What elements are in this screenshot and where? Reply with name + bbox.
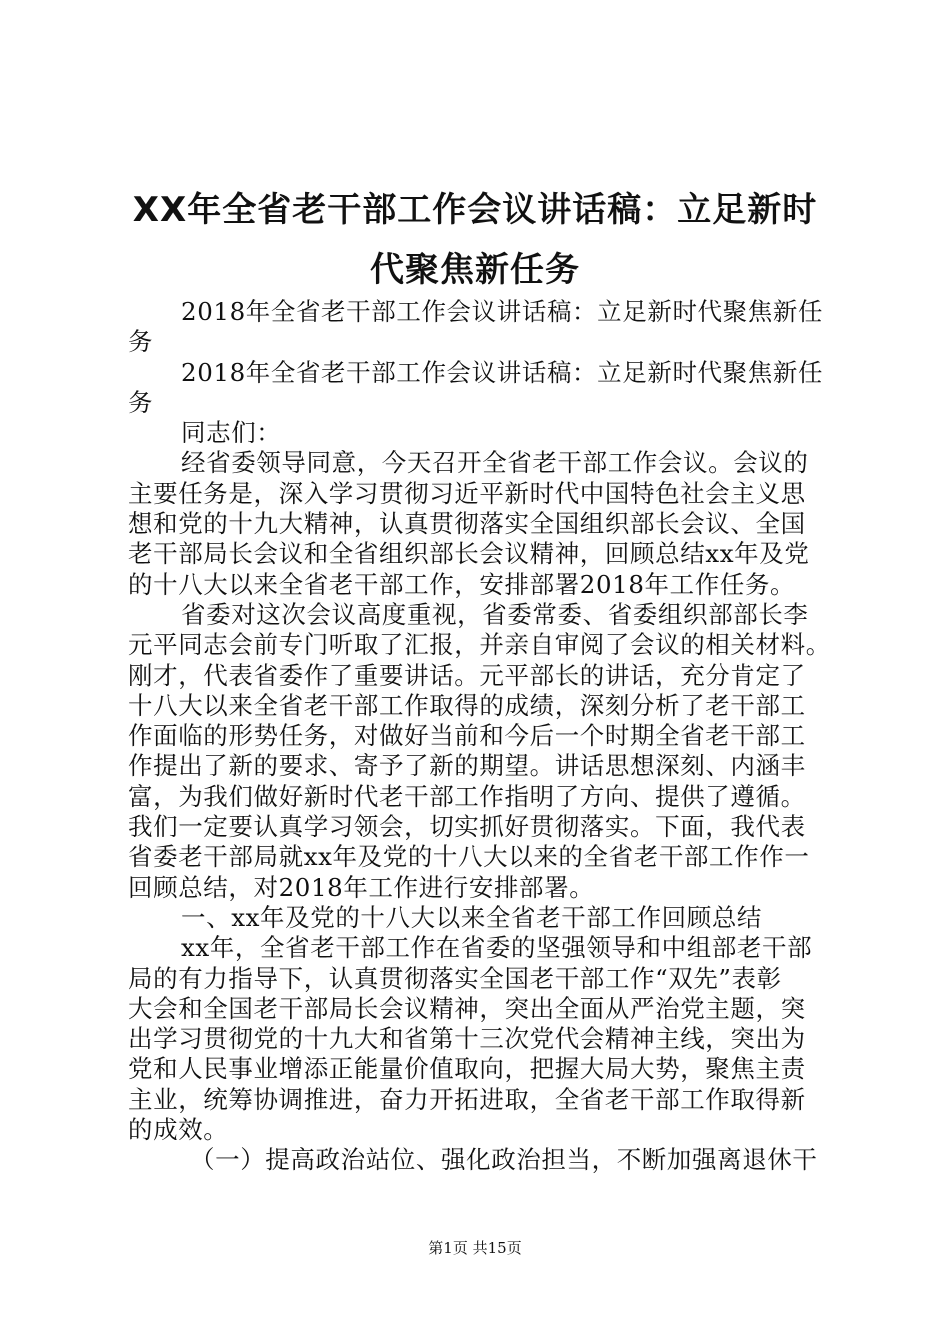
body-line: 的成效。 — [128, 1115, 229, 1145]
body-line: 回顾总结，对2018年工作进行安排部署。 — [128, 872, 595, 902]
body-line: 富，为我们做好新时代老干部工作指明了方向、提供了遵循。 — [128, 781, 806, 811]
body-line: 省委对这次会议高度重视，省委常委、省委组织部部长李 — [181, 599, 809, 629]
body-line: 一、xx年及党的十八大以来全省老干部工作回顾总结 — [181, 902, 763, 932]
body-line: 2018年全省老干部工作会议讲话稿：立足新时代聚焦新任 — [181, 297, 824, 326]
title-line-2: 代聚焦新任务 — [370, 250, 580, 290]
body-line: 作面临的形势任务，对做好当前和今后一个时期全省老干部工 — [128, 721, 806, 751]
body-line: 大会和全国老干部局长会议精神，突出全面从严治党主题，突 — [128, 993, 806, 1023]
body-line: 主要任务是，深入学习贯彻习近平新时代中国特色社会主义思 — [128, 478, 806, 508]
document-body — [128, 297, 831, 1176]
body-line: 同志们： — [181, 418, 282, 448]
body-line: 我们一定要认真学习领会，切实抓好贯彻落实。下面，我代表 — [128, 812, 806, 842]
body-line: 出学习贯彻党的十九大和省第十三次党代会精神主线，突出为 — [128, 1024, 806, 1054]
body-line: 元平同志会前专门听取了汇报，并亲自审阅了会议的相关材料。 — [128, 630, 831, 660]
body-line: 经省委领导同意，今天召开全省老干部工作会议。会议的 — [181, 448, 809, 478]
title-line-1: XX年全省老干部工作会议讲话稿：立足新时 — [132, 190, 818, 230]
page-footer: 第1页 共15页 — [428, 1239, 522, 1257]
body-line: 刚才，代表省委作了重要讲话。元平部长的讲话，充分肯定了 — [128, 660, 806, 690]
body-line: 作提出了新的要求、寄予了新的期望。讲话思想深刻、内涵丰 — [128, 751, 806, 781]
body-line: （一）提高政治站位、强化政治担当，不断加强离退休干 — [190, 1145, 818, 1175]
body-line: 务 — [128, 387, 154, 417]
body-line: 务 — [128, 327, 154, 357]
body-line: 老干部局长会议和全省组织部长会议精神，回顾总结xx年及党 — [128, 539, 810, 569]
body-line: 主业，统筹协调推进，奋力开拓进取，全省老干部工作取得新 — [128, 1084, 806, 1114]
body-line: 省委老干部局就xx年及党的十八大以来的全省老干部工作作一 — [128, 842, 810, 872]
body-line: 想和党的十九大精神，认真贯彻落实全国组织部长会议、全国 — [128, 509, 806, 539]
body-line: 党和人民事业增添正能量价值取向，把握大局大势，聚焦主责 — [128, 1054, 806, 1084]
body-line: 局的有力指导下，认真贯彻落实全国老干部工作“双先”表彰 — [128, 963, 782, 993]
document-title — [100, 180, 850, 300]
body-line: 的十八大以来全省老干部工作，安排部署2018年工作任务。 — [128, 569, 796, 599]
body-line: xx年，全省老干部工作在省委的坚强领导和中组部老干部 — [181, 933, 813, 963]
body-line: 十八大以来全省老干部工作取得的成绩，深刻分析了老干部工 — [128, 690, 806, 720]
body-line: 2018年全省老干部工作会议讲话稿：立足新时代聚焦新任 — [181, 357, 824, 387]
